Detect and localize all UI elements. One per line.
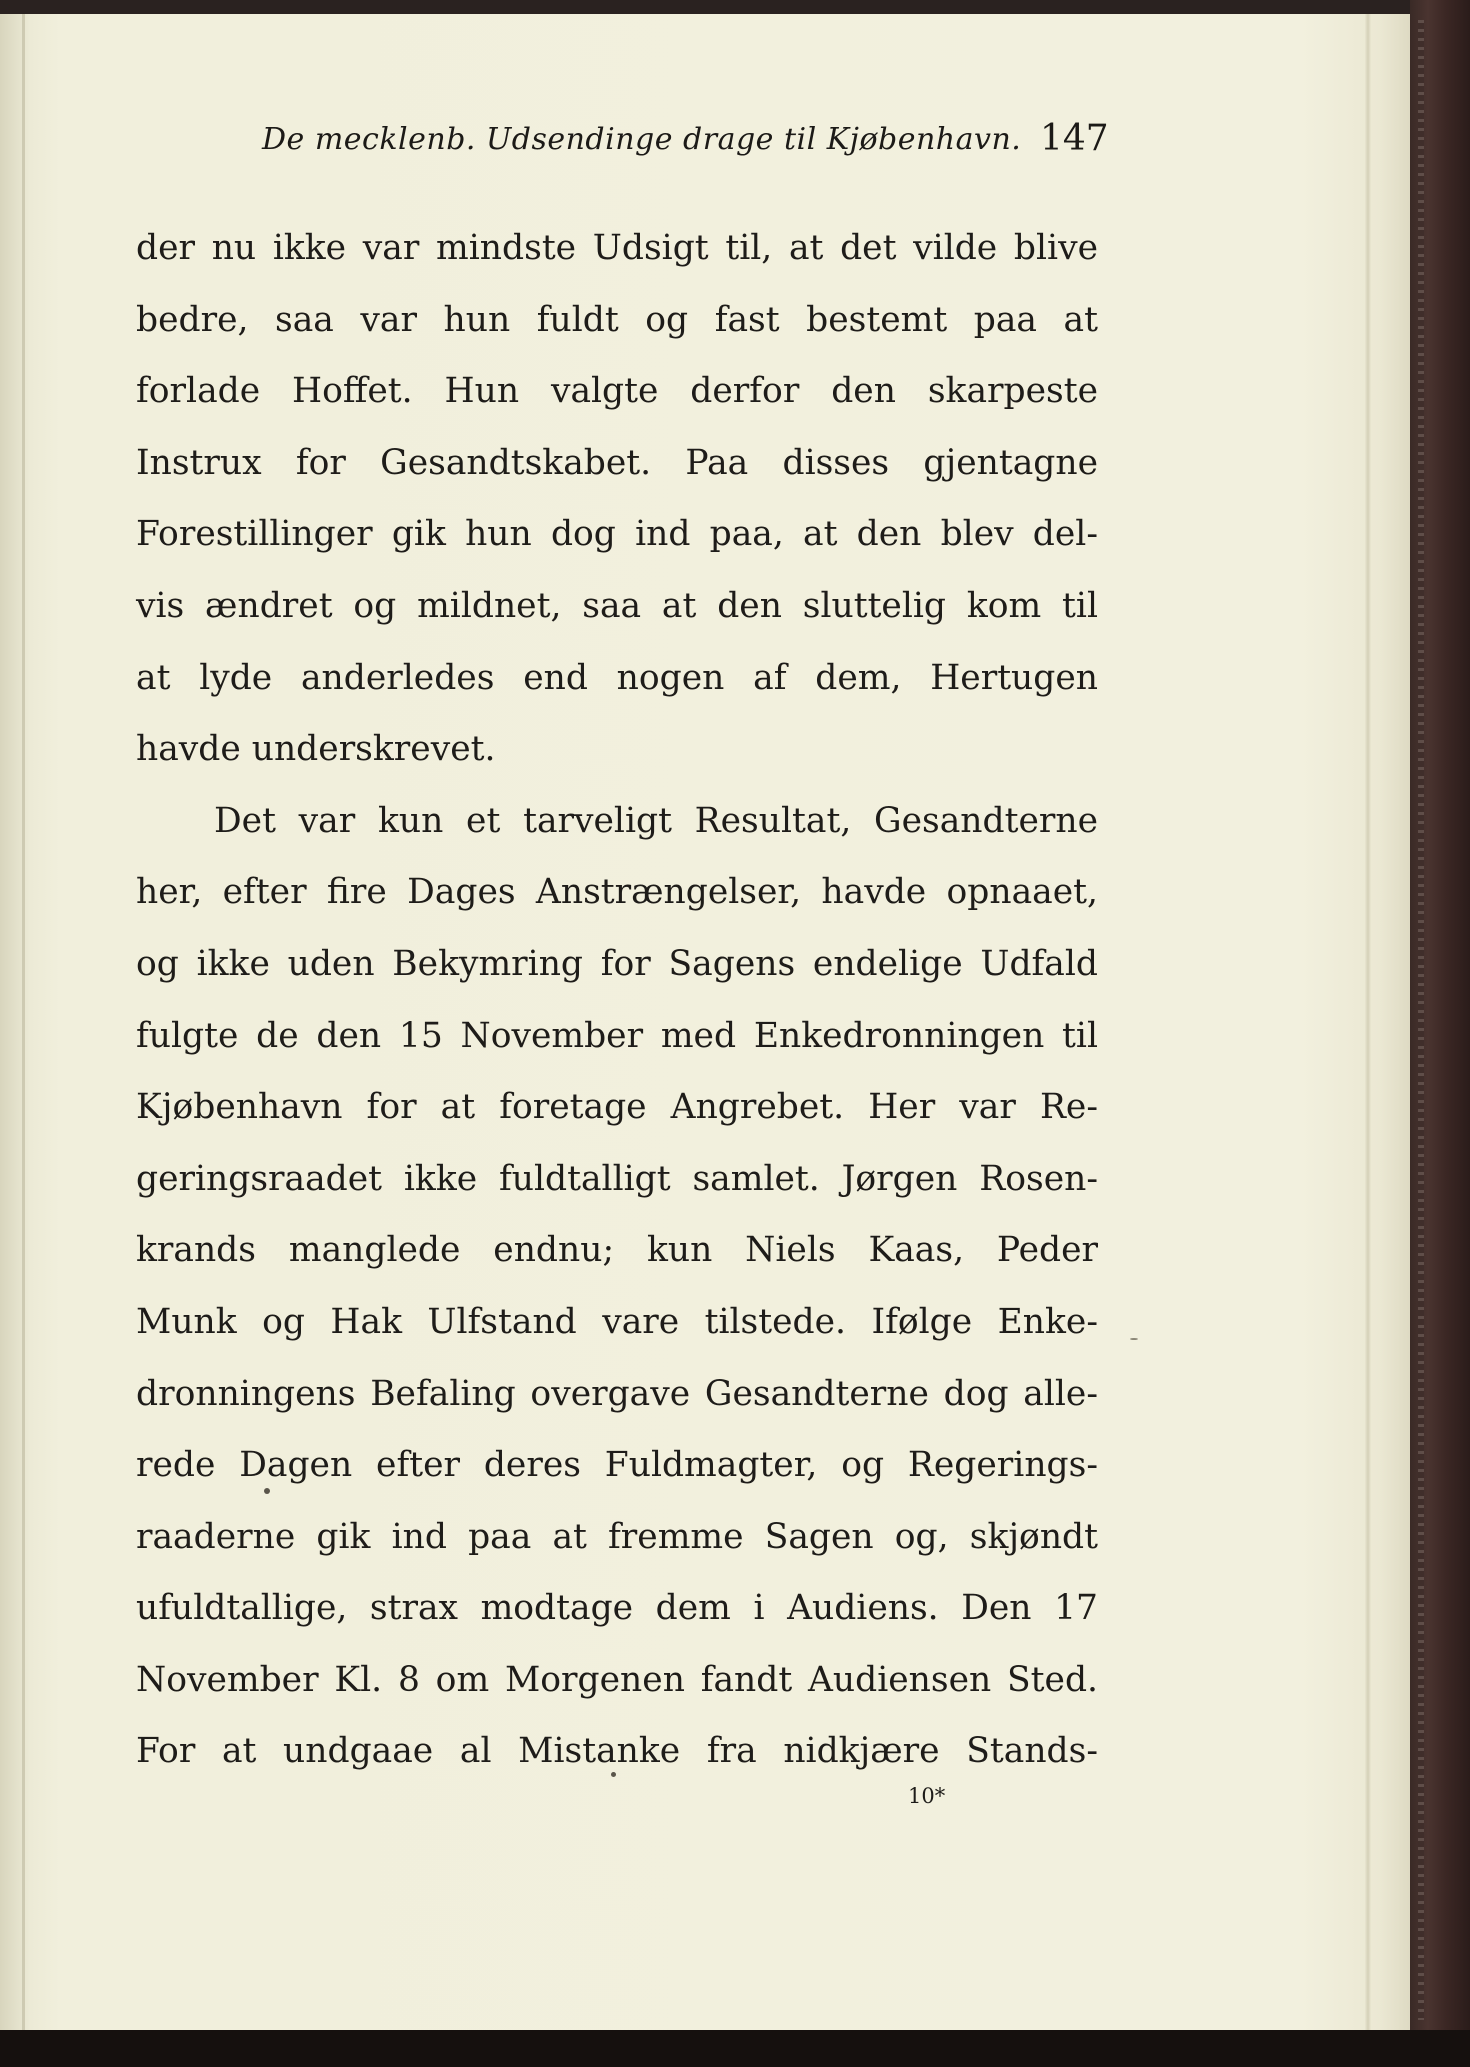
text-line: krands manglede endnu; kun Niels Kaas, Peder [136,1230,1098,1271]
signature-mark: 10* [908,1784,946,1808]
text-line: dronningens Befaling overgave Gesandterne dog alle- [136,1373,1098,1414]
page-gutter-shadow [22,14,25,2030]
text-line: November Kl. 8 om Morgenen fandt Audiensen Sted. [136,1659,1098,1700]
running-head: De mecklenb. Udsendinge drage til Kjøbenhavn. [262,122,1022,157]
ink-speck [611,1772,616,1777]
text-line: der nu ikke var mindste Udsigt til, at det vilde blive [136,228,1098,268]
bottom-scan-edge [0,2030,1470,2067]
text-line: Forestillinger gik hun dog ind paa, at den blev del- [136,514,1098,555]
text-line: bedre, saa var hun fuldt og fast bestemt paa at [136,299,1098,340]
text-line: fulgte de den 15 November med Enkedronningen til [136,1015,1098,1056]
paragraph-end-text: havde underskrevet. [136,729,496,770]
text-line: Instrux for Gesandtskabet. Paa disses gjentagne [136,442,1098,483]
text-line: forlade Hoffet. Hun valgte derfor den skarpeste [136,371,1098,412]
text-line: her, efter fire Dages Anstrængelser, havde opnaaet, [136,872,1098,913]
text-line: ufuldtallige, strax modtage dem i Audiens. Den 17 [136,1588,1098,1629]
text-line: Det var kun et tarveligt Resultat, Gesandterne [214,800,1098,841]
text-line: vis ændret og mildnet, saa at den sluttelig kom til [136,585,1098,626]
text-line: Kjøbenhavn for at foretage Angrebet. Her var Re- [136,1087,1098,1128]
page-fold [1365,14,1371,2030]
text-line: Munk og Hak Ulfstand vare tilstede. Ifølge Enke- [136,1301,1098,1342]
text-line: For at undgaae al Mistanke fra nidkjære Stands- [136,1731,1098,1772]
page-block-edge [1418,20,1424,2020]
page-number: 147 [1040,118,1109,159]
text-line: at lyde anderledes end nogen af dem, Hertugen [136,657,1098,698]
top-scan-edge [0,0,1470,14]
body-text [136,213,1098,1788]
text-line: raaderne gik ind paa at fremme Sagen og, skjøndt [136,1516,1098,1557]
text-line: geringsraadet ikke fuldtalligt samlet. Jørgen Rosen- [136,1158,1098,1199]
text-line: rede Dagen efter deres Fuldmagter, og Regerings- [136,1445,1098,1486]
ink-speck [264,1488,270,1494]
text-line: og ikke uden Bekymring for Sagens endelige Udfald [136,943,1098,984]
page-header [0,112,1412,172]
ink-speck [1130,1338,1138,1340]
text-line [136,714,1098,786]
